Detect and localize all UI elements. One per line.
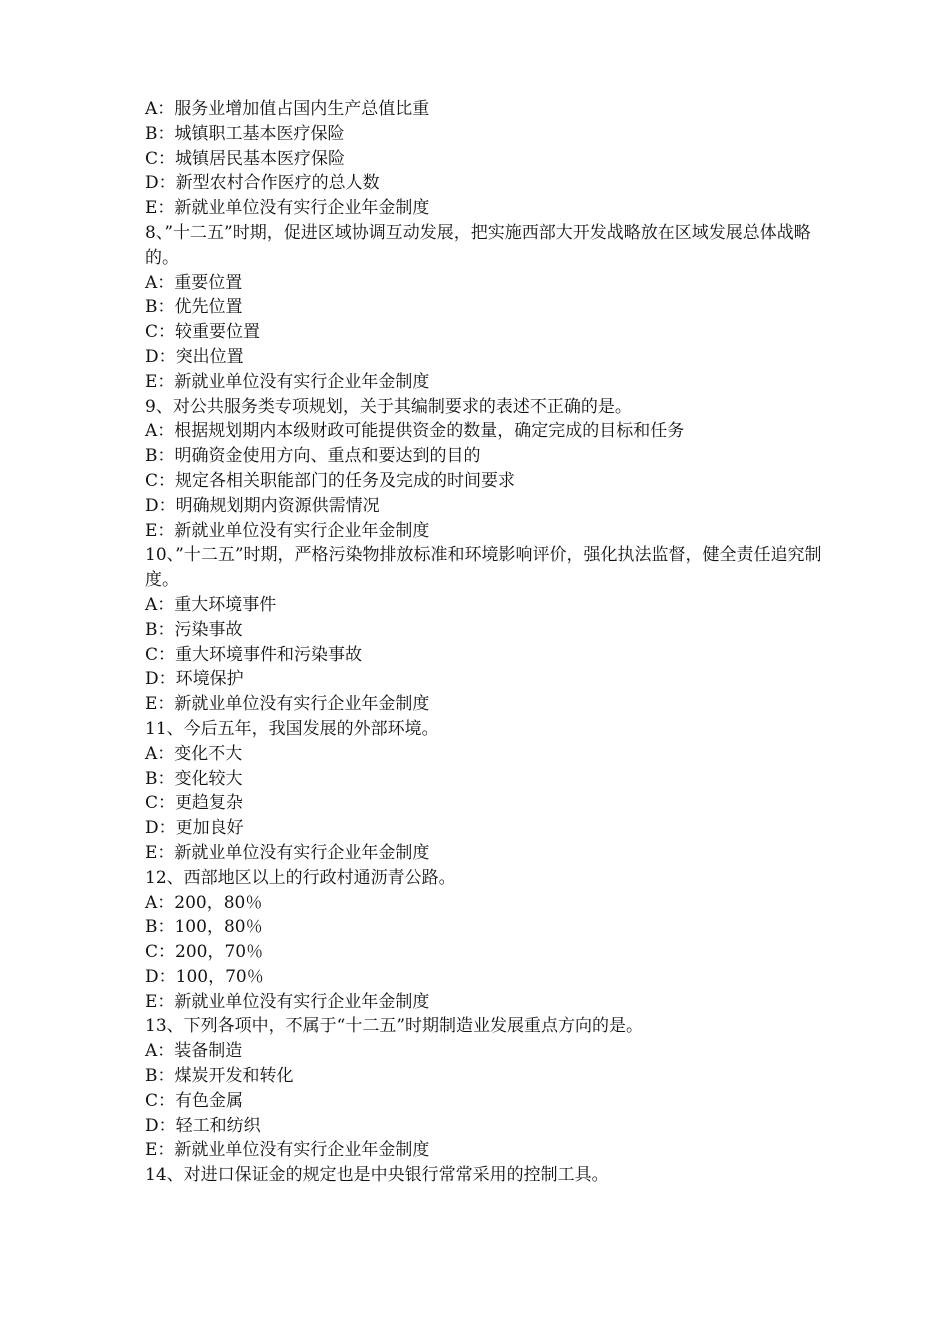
option-text: E：新就业单位没有实行企业年金制度 [145, 520, 430, 541]
option-text: D：更加良好 [145, 818, 244, 839]
question-text: 12、西部地区以上的行政村通沥青公路。 [145, 867, 456, 888]
option-text: E：新就业单位没有实行企业年金制度 [145, 198, 430, 219]
option-text: D：突出位置 [145, 346, 244, 367]
option-text: C：200，70％ [145, 942, 264, 963]
option-text: C：规定各相关职能部门的任务及完成的时间要求 [145, 470, 516, 491]
option-text: E：新就业单位没有实行企业年金制度 [145, 991, 430, 1012]
option-text: B：煤炭开发和转化 [145, 1066, 294, 1087]
option-text: C：有色金属 [145, 1090, 244, 1111]
option-text: B：城镇职工基本医疗保险 [145, 123, 345, 144]
option-text: B：100，80％ [145, 917, 263, 938]
option-text: D：新型农村合作医疗的总人数 [145, 173, 380, 194]
question-text: 9、对公共服务类专项规划，关于其编制要求的表述不正确的是。 [145, 396, 632, 417]
option-text: B：优先位置 [145, 297, 243, 318]
option-text: E：新就业单位没有实行企业年金制度 [145, 1140, 430, 1161]
option-text: A：装备制造 [145, 1041, 243, 1062]
option-text: E：新就业单位没有实行企业年金制度 [145, 371, 430, 392]
option-text: A：根据规划期内本级财政可能提供资金的数量，确定完成的目标和任务 [145, 421, 685, 442]
option-text: D：轻工和纺织 [145, 1115, 261, 1136]
option-text: B：污染事故 [145, 619, 243, 640]
option-text: C：城镇居民基本医疗保险 [145, 148, 346, 169]
option-text: D：明确规划期内资源供需情况 [145, 495, 380, 516]
option-text: C：较重要位置 [145, 322, 261, 343]
document-page [145, 97, 825, 1188]
option-text: A：变化不大 [145, 743, 243, 764]
question-text: 10、”十二五”时期，严格污染物排放标准和环境影响评价，强化执法监督，健全责任追究制度。 [145, 545, 822, 591]
option-text: B：明确资金使用方向、重点和要达到的目的 [145, 446, 481, 467]
option-text: A：重大环境事件 [145, 594, 277, 615]
option-text: E：新就业单位没有实行企业年金制度 [145, 694, 430, 715]
option-text: D：环境保护 [145, 669, 244, 690]
question-text: 14、对进口保证金的规定也是中央银行常常采用的控制工具。 [145, 1165, 609, 1186]
option-text: C：更趋复杂 [145, 793, 244, 814]
option-text: D：100，70％ [145, 966, 264, 987]
option-text: A：重要位置 [145, 272, 243, 293]
option-text: E：新就业单位没有实行企业年金制度 [145, 842, 430, 863]
option-text: B：变化较大 [145, 768, 243, 789]
question-text: 13、下列各项中，不属于“十二五”时期制造业发展重点方向的是。 [145, 1016, 644, 1037]
option-text: C：重大环境事件和污染事故 [145, 644, 363, 665]
option-text: A：服务业增加值占国内生产总值比重 [145, 99, 430, 119]
question-text: 11、今后五年，我国发展的外部环境。 [145, 718, 439, 739]
question-text: 8、”十二五”时期，促进区域协调互动发展，把实施西部大开发战略放在区域发展总体战略的。 [145, 222, 811, 268]
option-text: A：200，80％ [145, 892, 263, 913]
